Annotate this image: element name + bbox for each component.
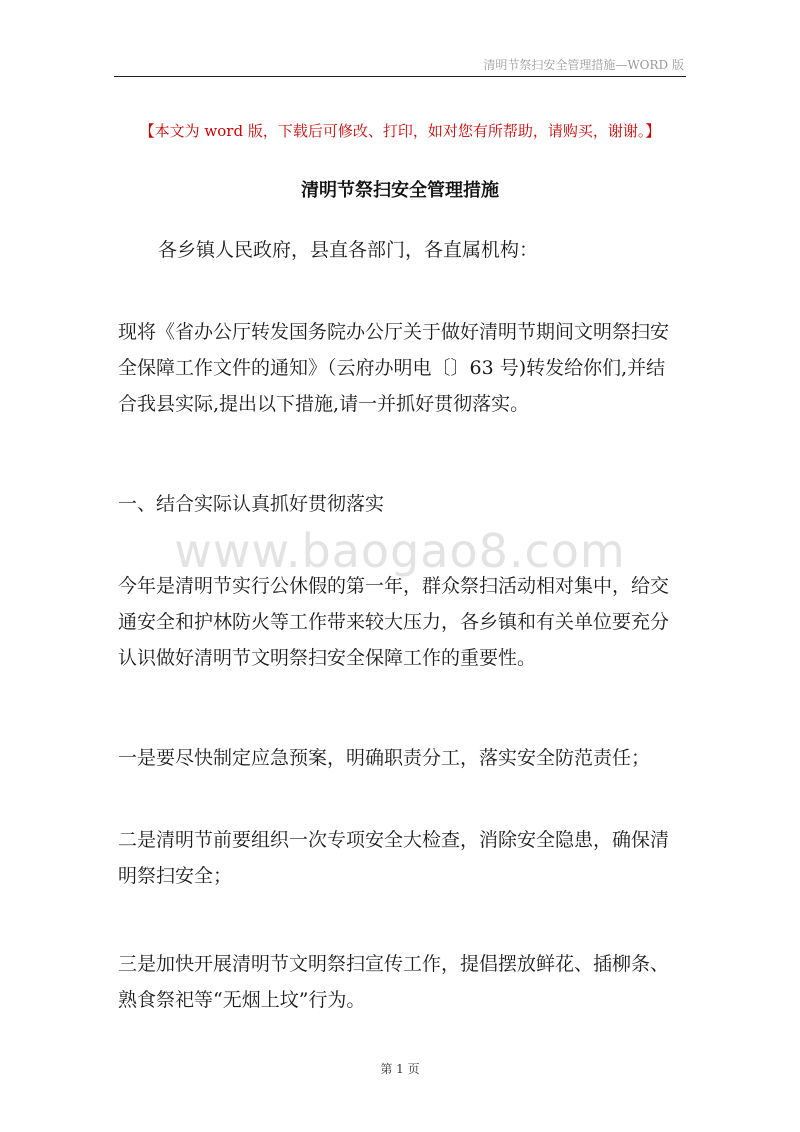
running-header: 清明节祭扫安全管理措施—WORD 版 xyxy=(483,58,684,72)
purchase-notice: 【本文为 word 版，下载后可修改、打印，如对您有所帮助，请购买，谢谢。】 xyxy=(139,122,661,140)
header-rule xyxy=(114,76,686,77)
section-1-heading: 一、结合实际认真抓好贯彻落实 xyxy=(118,493,385,515)
measure-item-3: 三是加快开展清明节文明祭扫宣传工作，提倡摆放鲜花、插柳条、熟食祭祀等“无烟上坟”行为。 xyxy=(118,953,670,1011)
document-title: 清明节祭扫安全管理措施 xyxy=(301,180,499,201)
intro-paragraph: 现将《省办公厅转发国务院办公厅关于做好清明节期间文明祭扫安全保障工作文件的通知》（云府办明电〔〕63 号)转发给你们,并结合我县实际,提出以下措施,请一并抓好贯彻落实。 xyxy=(118,321,670,415)
page-number: 第 1 页 xyxy=(380,1062,420,1076)
section-1-body: 今年是清明节实行公休假的第一年，群众祭扫活动相对集中，给交通安全和护林防火等工作带来较大压力，各乡镇和有关单位要充分认识做好清明节文明祭扫安全保障工作的重要性。 xyxy=(118,575,670,669)
measure-item-1: 一是要尽快制定应急预案，明确职责分工，落实安全防范责任； xyxy=(118,747,651,769)
measure-item-2: 二是清明节前要组织一次专项安全大检查，消除安全隐患，确保清明祭扫安全； xyxy=(118,829,670,887)
watermark: www.baogao8.com xyxy=(174,524,626,578)
salutation: 各乡镇人民政府，县直各部门，各直属机构： xyxy=(158,239,539,261)
